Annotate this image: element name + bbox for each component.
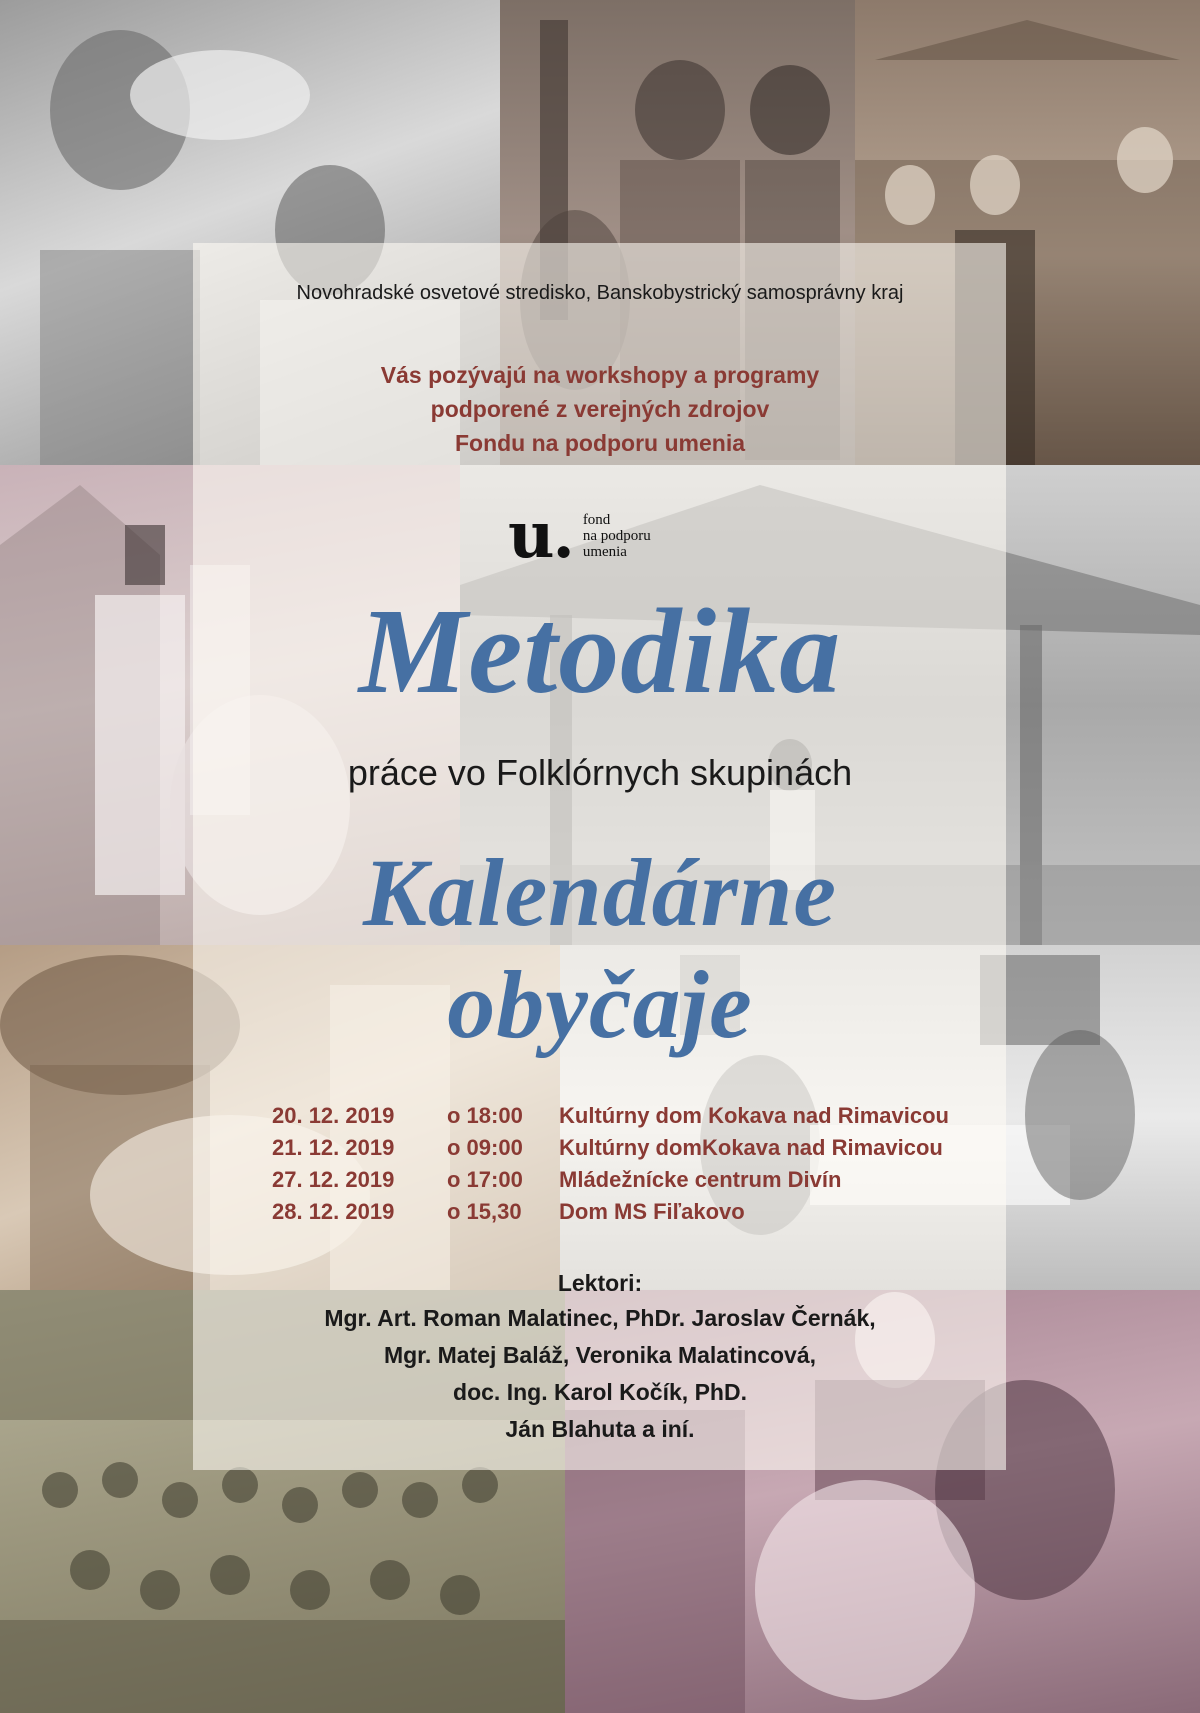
lecturers-line-3: doc. Ing. Karol Kočík, PhD. (453, 1379, 747, 1405)
topic-line-1: Kalendárne (362, 839, 838, 946)
logo-text-line-1: fond (582, 512, 611, 528)
event-date: 21. 12. 2019 (272, 1135, 395, 1160)
logo-text (583, 512, 651, 560)
title-metodika: Metodika (358, 584, 842, 719)
topic-line-2: obyčaje (447, 951, 753, 1058)
events-list (272, 1103, 972, 1231)
event-date: 27. 12. 2019 (272, 1167, 395, 1192)
event-time: o 18:00 (447, 1103, 523, 1128)
invitation-line-3: Fondu na podporu umenia (454, 430, 746, 456)
logo-text-line-2: na podporu (582, 528, 651, 544)
logo-text-line-3: umenia (582, 544, 627, 560)
event-date: 20. 12. 2019 (272, 1103, 395, 1128)
invitation-line-1: Vás pozývajú na workshopy a programy (380, 362, 820, 388)
lecturers-line-1: Mgr. Art. Roman Malatinec, PhDr. Jaroslav Černák, (324, 1305, 876, 1331)
invitation-line-2: podporené z verejných zdrojov (430, 396, 770, 422)
event-row (272, 1103, 972, 1135)
event-time: o 09:00 (447, 1135, 523, 1160)
event-date: 28. 12. 2019 (272, 1199, 395, 1224)
event-time: o 15,30 (447, 1199, 522, 1224)
event-place: Kultúrny dom Kokava nad Rimavicou (559, 1103, 949, 1128)
event-time: o 17:00 (447, 1167, 523, 1192)
event-row (272, 1135, 972, 1167)
organizer-text: Novohradské osvetové stredisko, Banskobystrický samosprávny kraj (296, 282, 904, 304)
event-row (272, 1199, 972, 1231)
fond-na-podporu-umenia-logo (508, 498, 651, 573)
lecturers-line-4: Ján Blahuta a iní. (505, 1416, 695, 1442)
event-row (272, 1167, 972, 1199)
logo-mark: u. (508, 498, 573, 573)
event-place: Kultúrny domKokava nad Rimavicou (559, 1135, 943, 1160)
event-place: Mládežnícke centrum Divín (559, 1167, 842, 1192)
subtitle: práce vo Folklórnych skupinách (347, 752, 853, 793)
event-place: Dom MS Fiľakovo (559, 1199, 745, 1224)
lecturers-line-2: Mgr. Matej Baláž, Veronika Malatincová, (383, 1342, 817, 1368)
lecturers-heading: Lektori: (557, 1270, 643, 1296)
